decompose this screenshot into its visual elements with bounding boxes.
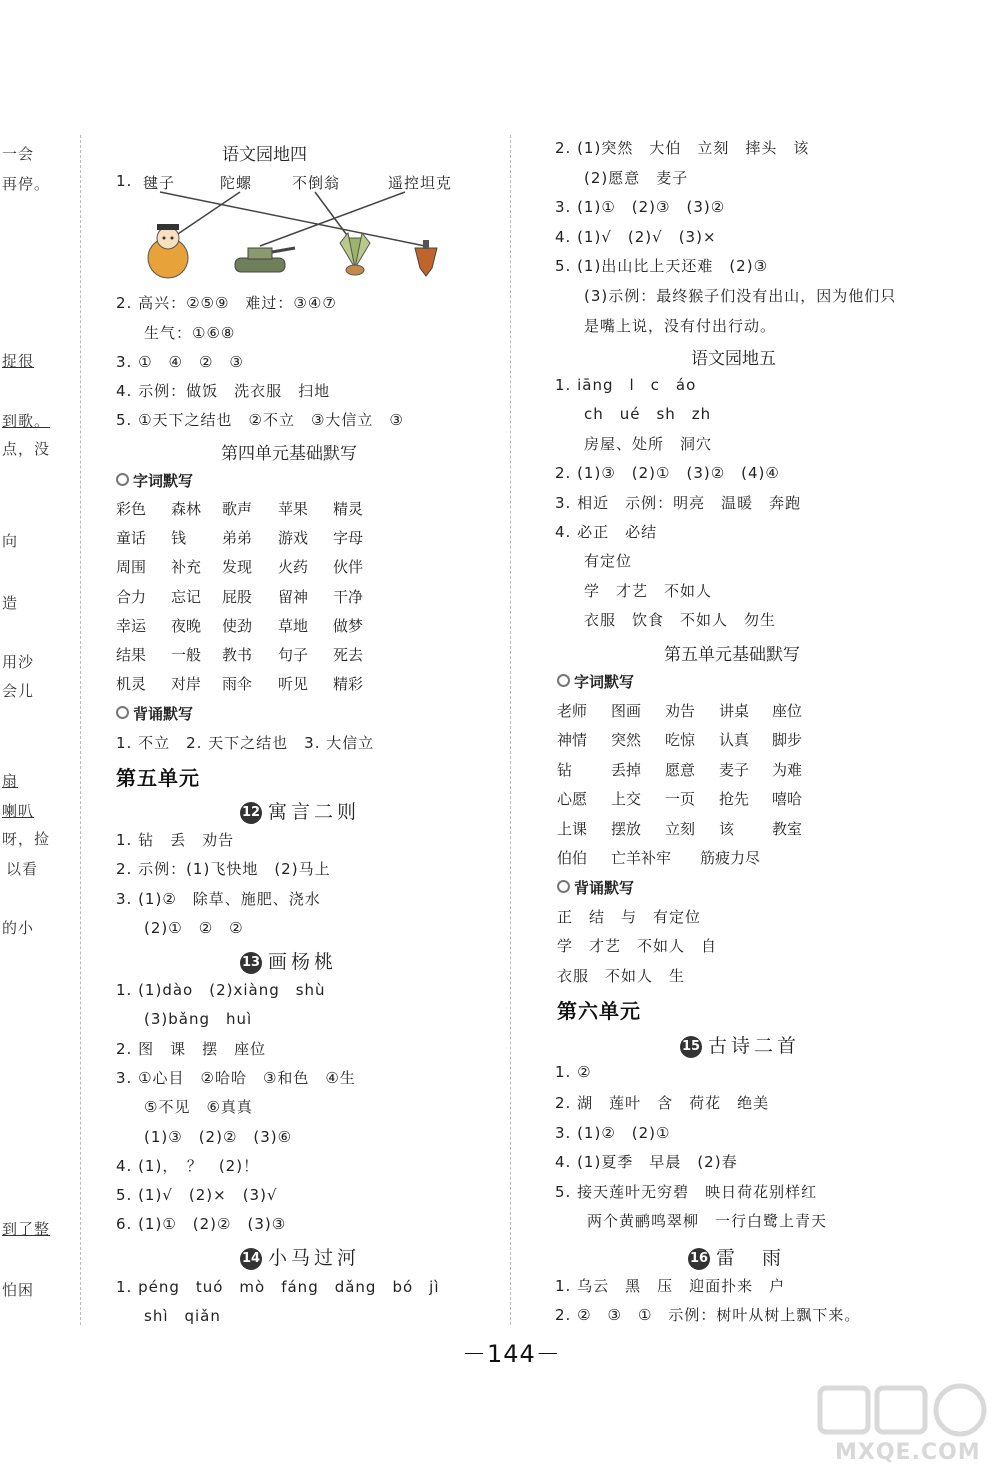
word-cell: 歌声 [222, 500, 253, 518]
word-cell: 摆放 [611, 819, 642, 838]
word-cell: 精灵 [333, 500, 364, 518]
word-cell: 弟弟 [222, 529, 253, 548]
left-margin-fragment: 再停。 [2, 175, 51, 193]
unit6-heading: 第六单元 [557, 999, 641, 1023]
lesson-12-line: 3. (1)② 除草、施肥、浇水 [116, 889, 321, 908]
word-cell: 死去 [333, 646, 364, 664]
lesson-12-line: 1. 钻 丢 劝告 [116, 831, 235, 849]
yuwen5-line: 房屋、处所 洞穴 [584, 434, 713, 453]
subheading-word-dictation-1: 字词默写 [116, 470, 193, 491]
column-divider-left [80, 135, 81, 1325]
section-title-yuwen5: 语文园地五 [691, 349, 776, 369]
yuwen5-line: 学 才艺 不如人 [584, 581, 713, 600]
col2-top-line: (3)示例：最终猴子们没有出山，因为他们只 [584, 287, 897, 305]
word-cell: 对岸 [171, 675, 202, 694]
lesson-16-line: 2. ② ③ ① 示例：树叶从树上飘下来。 [555, 1306, 861, 1325]
lesson-13-line: 1. (1)dào (2)xiàng shù [116, 981, 326, 999]
left-margin-fragment: 喇叭 [2, 802, 35, 820]
yuwen5-line: 3. 相近 示例：明亮 温暖 奔跑 [555, 493, 802, 512]
matching-lines-illustration [140, 188, 460, 283]
word-cell: 脚步 [772, 731, 803, 750]
word-cell: 麦子 [719, 760, 750, 779]
left-margin-fragment: 到歌。 [2, 412, 51, 430]
word-cell: 心愿 [557, 790, 588, 809]
lesson-13-line: 4. (1)， ？ (2)！ [116, 1156, 260, 1175]
word-cell: 伙伴 [333, 558, 364, 577]
word-cell: 屁股 [222, 587, 253, 606]
word-cell: 钻 [557, 760, 573, 779]
ring-bullet-icon [557, 880, 570, 893]
q1-number: 1. [116, 172, 133, 190]
word-cell: 上课 [557, 819, 588, 838]
word-cell: 苹果 [278, 500, 309, 518]
word-cell: 干净 [333, 587, 364, 606]
left-margin-fragment: 怕困 [2, 1281, 35, 1299]
word-cell: 使劲 [222, 616, 253, 635]
lesson-14-line: shì qiǎn [144, 1307, 221, 1326]
lesson-14-title: 14 小马过河 [241, 1247, 361, 1269]
word-cell: 讲桌 [719, 702, 750, 720]
word-cell: 机灵 [116, 675, 147, 694]
lesson-15-line: 4. (1)夏季 早晨 (2)春 [555, 1153, 738, 1172]
word-cell: 教书 [222, 646, 253, 664]
word-cell: 忘记 [171, 587, 202, 606]
word-cell: 结果 [116, 646, 147, 664]
word-cell: 森林 [171, 500, 202, 518]
left-margin-fragment: 向 [2, 532, 19, 550]
word-cell: 劝告 [665, 702, 696, 720]
unit5-recite-line: 衣服 不如人 生 [557, 966, 686, 985]
word-cell: 草地 [278, 616, 309, 635]
word-cell: 神情 [557, 731, 588, 750]
lesson-13-line: (1)③ (2)② (3)⑥ [144, 1127, 293, 1146]
yuwen5-line: ch ué sh zh [584, 405, 712, 424]
word-cell: 合力 [116, 587, 147, 606]
left-margin-fragment: 以看 [6, 860, 39, 878]
q1-word-3: 不倒翁 [292, 174, 341, 192]
yuwen5-line: 衣服 饮食 不如人 勿生 [584, 611, 777, 630]
lesson-16-title: 16 雷 雨 [689, 1247, 786, 1269]
shuttlecock-icon [340, 233, 370, 275]
col2-top-line: 2. (1)突然 大伯 立刻 摔头 该 [555, 139, 810, 157]
yuwen4-q3: 3. ① ④ ② ③ [116, 353, 244, 371]
word-cell: 突然 [611, 731, 642, 750]
watermark-text: MXQE.COM [835, 1440, 981, 1465]
lesson-12-line: 2. 示例：(1)飞快地 (2)马上 [116, 860, 331, 879]
lesson-15-line: 1. ② [555, 1063, 592, 1081]
lesson-13-line: (3)bǎng huì [144, 1010, 253, 1029]
yuwen5-line: 2. (1)③ (2)① (3)② (4)④ [555, 464, 780, 483]
unit4-recite-line: 1. 不立 2. 天下之结也 3. 大信立 [116, 734, 375, 752]
subheading-recite-dictation-1: 背诵默写 [116, 703, 193, 724]
lesson-12-title: 12 寓言二则 [241, 801, 361, 823]
word-cell: 老师 [557, 702, 588, 720]
yuwen5-line: 1. iāng l c áo [555, 376, 697, 394]
word-cell: 精彩 [333, 675, 364, 694]
word-cell: 做梦 [333, 616, 364, 635]
lesson-12-line: (2)① ② ② [144, 918, 244, 937]
word-cell: 听见 [278, 675, 309, 694]
word-cell: 火药 [278, 558, 309, 577]
page-number: －144－ [462, 1340, 561, 1368]
word-cell: 一页 [665, 790, 696, 809]
word-cell: 钱 [171, 529, 187, 548]
word-cell: 一般 [171, 646, 202, 664]
word-cell: 幸运 [116, 616, 147, 635]
q1-word-2: 陀螺 [220, 174, 253, 192]
word-cell: 图画 [611, 702, 642, 720]
ring-bullet-icon [557, 674, 570, 687]
col2-top-line: 4. (1)√ (2)√ (3)× [555, 227, 717, 246]
left-margin-fragment: 捉很 [2, 352, 35, 370]
word-cell: 认真 [719, 731, 750, 750]
lesson-13-line: ⑤不见 ⑥真真 [144, 1098, 253, 1117]
word-cell: 句子 [278, 646, 309, 664]
word-cell: 雨伞 [222, 675, 253, 694]
yuwen4-q5: 5. ①天下之结也 ②不立 ③大信立 ③ [116, 411, 404, 429]
yuwen4-q4: 4. 示例：做饭 洗衣服 扫地 [116, 382, 331, 400]
ring-bullet-icon [116, 706, 129, 719]
word-cell: 抢先 [719, 790, 750, 809]
word-cell: 亡羊补牢 [611, 849, 672, 867]
word-cell: 嘻哈 [772, 790, 803, 809]
lesson-15-line: 2. 湖 莲叶 含 荷花 绝美 [555, 1094, 770, 1113]
word-cell: 伯伯 [557, 849, 588, 867]
yuwen5-line: 有定位 [584, 552, 633, 571]
word-cell: 夜晚 [171, 616, 202, 635]
left-margin-fragment: 到了整 [2, 1220, 51, 1238]
word-cell: 丢掉 [611, 760, 642, 779]
word-cell: 童话 [116, 529, 147, 548]
lesson-13-line: 5. (1)√ (2)× (3)√ [116, 1186, 278, 1205]
lesson-13-title: 13 画杨桃 [241, 951, 338, 973]
left-margin-fragment: 点，没 [2, 440, 51, 458]
word-cell: 留神 [278, 587, 309, 606]
word-cell: 周围 [116, 558, 147, 577]
word-cell: 上交 [611, 790, 642, 809]
word-cell: 发现 [222, 558, 253, 577]
lesson-14-line: 1. péng tuó mò fáng dǎng bó jì [116, 1278, 440, 1296]
lesson-15-line: 3. (1)② (2)① [555, 1123, 671, 1142]
col2-top-line: 3. (1)① (2)③ (3)② [555, 198, 726, 217]
toy-tank-icon [235, 248, 295, 272]
left-margin-fragment: 用沙 [2, 653, 35, 671]
col2-top-line: 5. (1)出山比上天还难 (2)③ [555, 257, 769, 276]
word-cell: 游戏 [278, 529, 309, 548]
lesson-13-line: 2. 图 课 摆 座位 [116, 1039, 267, 1058]
yuwen4-q2a: 2. 高兴：②⑤⑨ 难过：③④⑦ [116, 294, 337, 312]
tumbler-doll-icon [148, 224, 188, 278]
yuwen5-line: 4. 必正 必结 [555, 523, 658, 541]
left-margin-fragment: 会儿 [2, 682, 35, 700]
lesson-15-line: 两个黄鹂鸣翠柳 一行白鹭上青天 [587, 1212, 828, 1230]
lesson-15-line: 5. 接天莲叶无穷碧 映日荷花别样红 [555, 1182, 818, 1201]
word-cell: 教室 [772, 819, 803, 838]
left-margin-fragment: 的小 [2, 919, 35, 937]
unit5-recite-line: 正 结 与 有定位 [557, 908, 702, 926]
lesson-13-line: 3. ①心目 ②哈哈 ③和色 ④生 [116, 1068, 356, 1087]
word-cell: 字母 [333, 529, 364, 548]
word-cell: 为难 [772, 760, 803, 779]
ring-bullet-icon [116, 473, 129, 486]
q1-word-1: 毽子 [143, 174, 176, 192]
section-title-unit4-dictation: 第四单元基础默写 [221, 444, 357, 464]
col2-top-line: (2)愿意 麦子 [584, 168, 689, 187]
lesson-15-title: 15 古诗二首 [681, 1035, 801, 1057]
col2-top-line: 是嘴上说，没有付出行动。 [584, 316, 777, 335]
subheading-recite-dictation-2: 背诵默写 [557, 877, 634, 898]
lesson-13-line: 6. (1)① (2)② (3)③ [116, 1215, 287, 1234]
word-cell: 彩色 [116, 500, 147, 518]
yuwen4-q2b: 生气：①⑥⑧ [144, 324, 236, 342]
section-title-yuwen4: 语文园地四 [222, 145, 307, 165]
left-margin-fragment: 一会 [2, 145, 35, 163]
word-cell: 筋疲力尽 [700, 849, 761, 867]
word-cell: 立刻 [665, 819, 696, 838]
unit5-recite-line: 学 才艺 不如人 自 [557, 937, 718, 956]
word-cell: 座位 [772, 702, 803, 720]
left-margin-fragment: 造 [2, 594, 19, 612]
word-cell: 该 [719, 819, 735, 838]
word-cell: 补充 [171, 558, 202, 577]
column-divider-right [510, 135, 511, 1325]
q1-word-4: 遥控坦克 [388, 174, 453, 192]
word-cell: 吃惊 [665, 731, 696, 750]
left-margin-fragment: 扇 [2, 772, 19, 790]
word-cell: 愿意 [665, 760, 696, 779]
unit5-heading: 第五单元 [116, 766, 200, 790]
subheading-word-dictation-2: 字词默写 [557, 671, 634, 692]
section-title-unit5-dictation: 第五单元基础默写 [664, 645, 800, 665]
lesson-16-line: 1. 乌云 黑 压 迎面扑来 户 [555, 1277, 786, 1295]
left-margin-fragment: 呀，捡 [2, 830, 51, 848]
